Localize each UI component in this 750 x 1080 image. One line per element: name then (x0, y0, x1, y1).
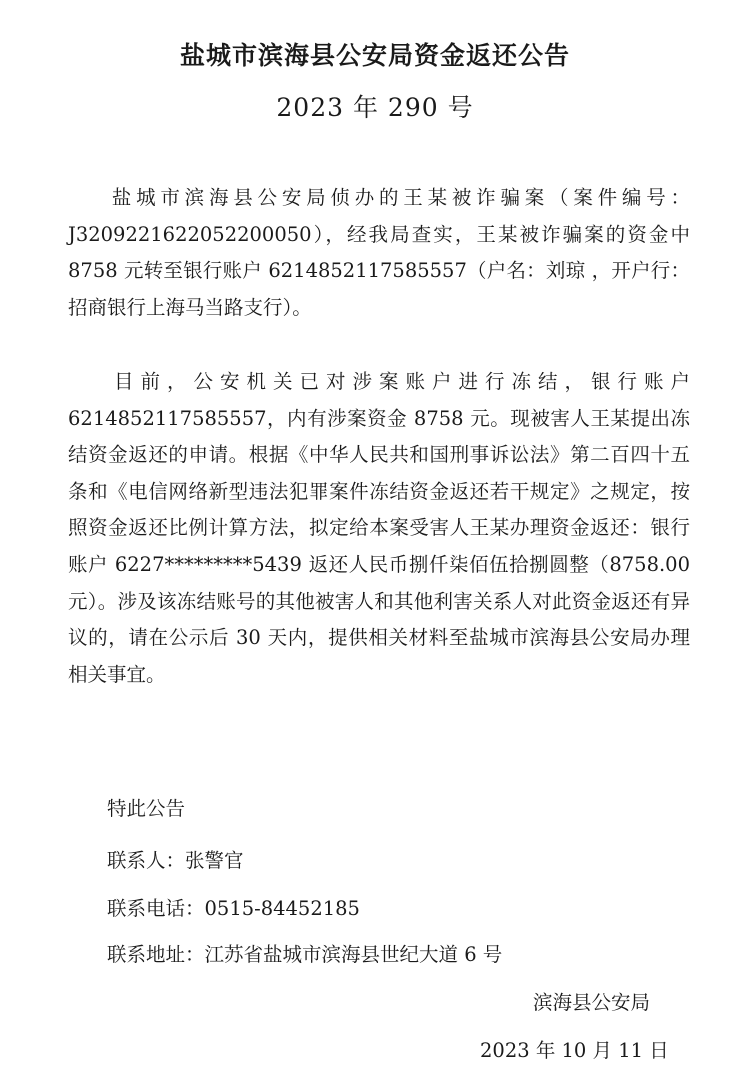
document-number: 2023 年 290 号 (276, 93, 474, 122)
contact-address: 联系地址：江苏省盐城市滨海县世纪大道 6 号 (107, 943, 503, 966)
issue-date: 2023 年 10 月 11 日 (480, 1039, 669, 1062)
paragraph-text: 目前，公安机关已对涉案账户进行冻结，银行账户 6214852117585557，内有涉案资金 8758 元。现被害人王某提出冻结资金返还的申请。根据《中华人民共和国刑事诉讼法》第二百四十五条和《电信网络新型违法犯罪案件冻结资金返还若干规定》之规定，按照资金返还比例计算方法，拟定给本案受害人王某办理资金返还：银行账户 6227*********5439 返还人民币捌仟柒佰伍拾捌圆整（8758.00 元）。涉及该冻结账号的其他被害人和其他利害关系人对此资金返还有异议的，请在公示后 30 天内，提供相关材料至盐城市滨海县公安局办理相关事宜。 (68, 370, 690, 686)
closing-text: 特此公告 (107, 797, 186, 820)
document-title: 盐城市滨海县公安局资金返还公告 (179, 41, 570, 70)
paragraph-text: 盐城市滨海县公安局侦办的王某被诈骗案（案件编号：J3209221622052200050），经我局查实，王某被诈骗案的资金中 8758 元转至银行账户 6214852117585557（户名：刘琼 ，开户行：招商银行上海马当路支行）。 (68, 186, 690, 319)
contact-phone: 联系电话：0515-84452185 (107, 897, 360, 920)
issuer-signature: 滨海县公安局 (533, 991, 651, 1014)
body-paragraph-refund (68, 364, 690, 693)
contact-person: 联系人：张警官 (107, 849, 244, 872)
body-paragraph-case (68, 180, 690, 326)
